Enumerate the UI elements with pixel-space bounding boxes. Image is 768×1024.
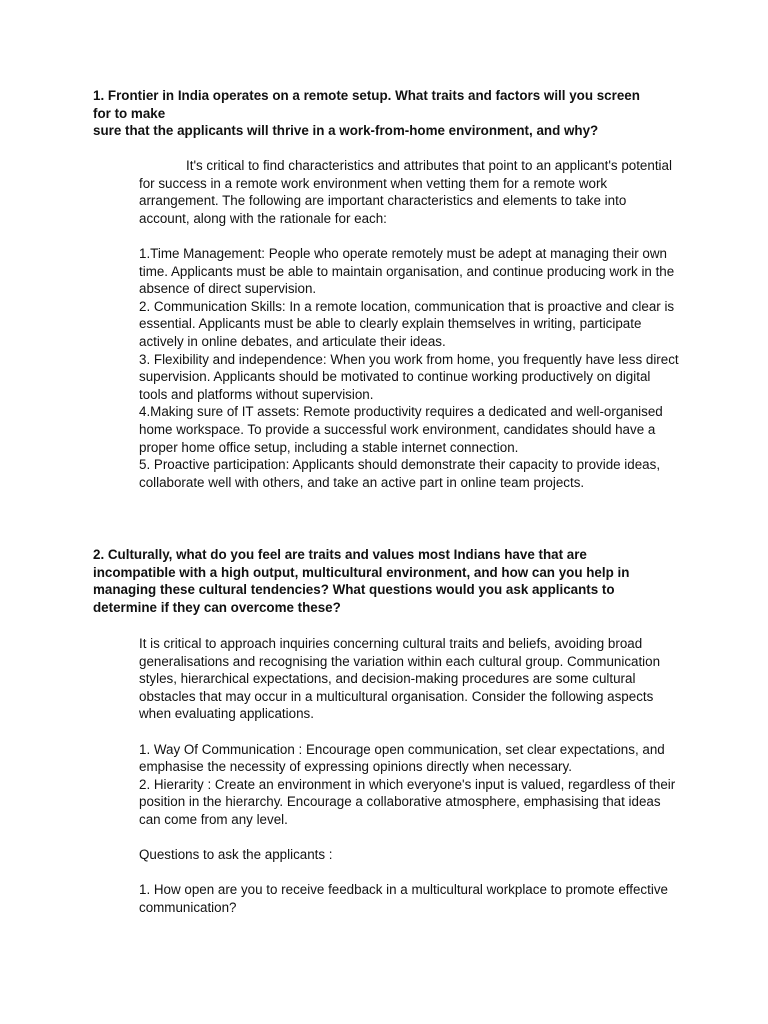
question-line: managing these cultural tendencies? What questions would you ask applicants to [93, 582, 615, 598]
answer-2-intro: It is critical to approach inquiries concerning cultural traits and beliefs, avoiding broad generalisations and recognising the variation within each cultural group. Communication styles, hierarchical expectations, and decision-making procedures are some cultural obstacles that may occur in a multicultural organisation. Consider the following aspects when evaluating applications. [139, 636, 661, 722]
answer-1-point: 2. Communication Skills: In a remote location, communication that is proactive and clear is essential. Applicants must be able to clearly explain themselves in writing, participate actively in online debates, and articulate their ideas. [139, 298, 675, 349]
paragraph-gap [139, 829, 679, 847]
question-1-heading [93, 87, 683, 140]
question-line: incompatible with a high output, multicultural environment, and how can you help in [93, 564, 630, 580]
question-line: 1. Frontier in India operates on a remote setup. What traits and factors will you screen [93, 88, 640, 103]
question-line: sure that the applicants will thrive in a work-from-home environment, and why? [93, 123, 599, 139]
answer-2-point: 1. Way Of Communication : Encourage open communication, set clear expectations, and emphasise the necessity of expressing opinions directly when necessary. [139, 741, 665, 775]
applicant-question: 1. How open are you to receive feedback in a multicultural workplace to promote effective communication? [139, 882, 668, 915]
answer-1-point: 3. Flexibility and independence: When you work from home, you frequently have less direct supervision. Applicants should be motivated to continue working productively on digital tools and platforms without supervision. [139, 351, 679, 402]
paragraph-gap [139, 723, 679, 741]
question-line: 2. Culturally, what do you feel are traits and values most Indians have that are [93, 547, 587, 562]
answer-1-point: 4.Making sure of IT assets: Remote productivity requires a dedicated and well-organised home workspace. To provide a successful work environment, candidates should have a proper home office setup, including a stable internet connection. [139, 404, 663, 455]
answer-1-intro: It's critical to find characteristics and attributes that point to an applicant's potential for success in a remote work environment when vetting them for a remote work arrangement. The following are important characteristics and elements to take into account, along with the rationale for each: [139, 158, 672, 226]
questions-heading: Questions to ask the applicants : [139, 847, 333, 863]
answer-1-point: 5. Proactive participation: Applicants should demonstrate their capacity to provide ideas, collaborate well with others, and take an active part in online team projects. [139, 457, 661, 490]
question-2-heading [93, 546, 683, 616]
answer-2-point: 2. Hierarity : Create an environment in which everyone's input is valued, regardless of their position in the hierarchy. Encourage a collaborative atmosphere, emphasising that ideas can come from any level. [139, 776, 676, 827]
paragraph-gap [139, 227, 679, 245]
question-line: for to make [93, 105, 166, 121]
answer-1 [139, 157, 679, 491]
paragraph-gap [139, 864, 679, 882]
question-line: determine if they can overcome these? [93, 599, 341, 615]
answer-1-point: 1.Time Management: People who operate remotely must be adept at managing their own time. Applicants must be able to maintain organisation, and continue producing work in the absence of direct supervision. [139, 245, 675, 297]
answer-2 [139, 635, 679, 917]
